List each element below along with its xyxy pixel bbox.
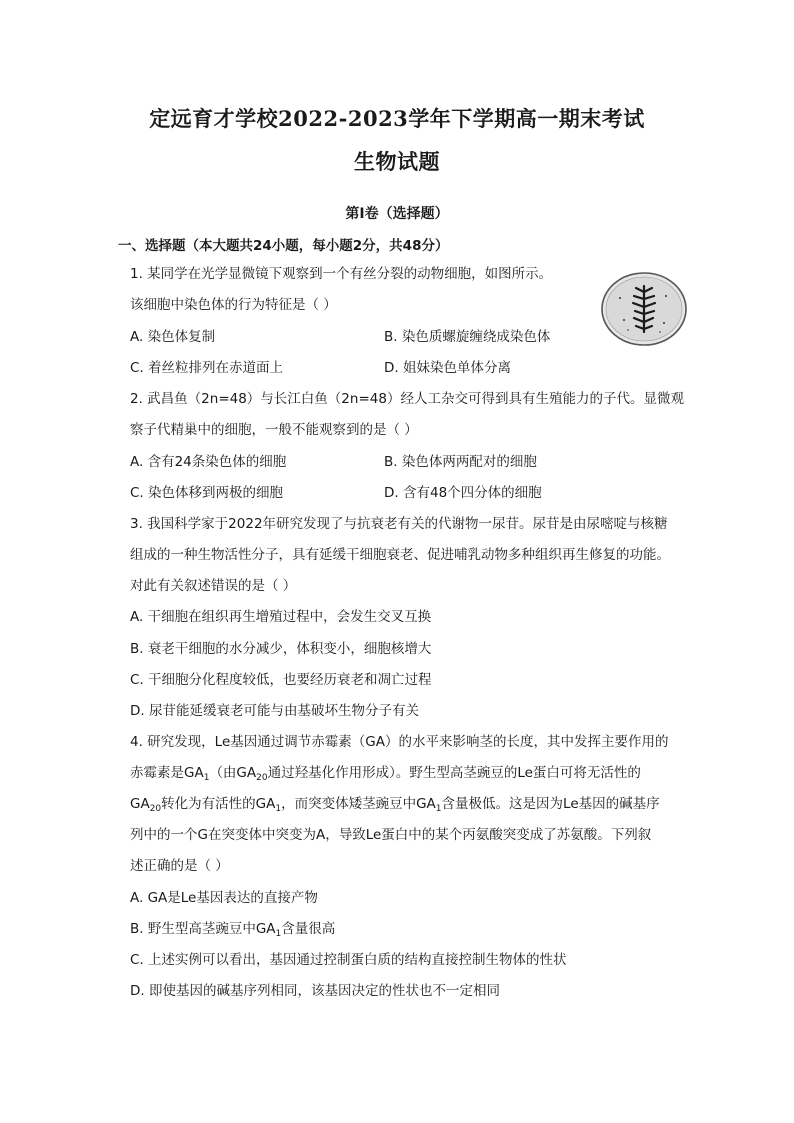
exam-subject: 生物试题 — [354, 149, 440, 174]
q4-stem-line2 — [130, 764, 641, 782]
q3-option-b: B. 衰老干细胞的水分减少，体积变小，细胞核增大 — [130, 641, 432, 657]
q4-line3-text-c: ，而突变体矮茎豌豆中GA — [281, 796, 436, 812]
q2-stem-line1: 2. 武昌鱼（2n=48）与长江白鱼（2n=48）经人工杂交可得到具有生殖能力的子代。显微观 — [130, 391, 684, 407]
q4-line3-text-b: 转化为有活性的GA — [161, 796, 276, 812]
q4-stem-line3 — [130, 795, 660, 813]
q1-stem-line2: 该细胞中染色体的行为特征是（ ） — [130, 297, 337, 313]
q4-line2-text-b: （由GA — [209, 765, 257, 781]
q4-line3-sub3: 1 — [435, 804, 442, 814]
q4-line2-sub2: 20 — [256, 773, 268, 783]
q2-option-b: B. 染色体两两配对的细胞 — [384, 454, 537, 470]
q4-line3-sub1: 20 — [149, 804, 162, 814]
q4-line2-sub1: 1 — [203, 773, 210, 783]
q3-option-a: A. 干细胞在组织再生增殖过程中，会发生交叉互换 — [130, 609, 432, 625]
q4-stem-line4: 列中的一个G在突变体中突变为A，导致Le蛋白中的某个丙氨酸突变成了苏氨酸。下列叙 — [130, 827, 652, 843]
q4-option-b — [130, 920, 335, 938]
q1-option-c: C. 着丝粒排列在赤道面上 — [130, 360, 284, 376]
part-one-heading: 一、选择题（本大题共24小题，每小题2分，共48分） — [118, 238, 449, 254]
q1-option-a: A. 染色体复制 — [130, 329, 216, 345]
q4-stem-line5: 述正确的是（ ） — [130, 858, 229, 874]
q4-line3-text-d: 含量极低。这是因为Le基因的碱基序 — [441, 796, 660, 812]
q1-stem-line1: 1. 某同学在光学显微镜下观察到一个有丝分裂的动物细胞，如图所示。 — [130, 266, 553, 282]
q4-option-b-text-b: 含量很高 — [281, 921, 336, 937]
q3-option-c: C. 干细胞分化程度较低，也要经历衰老和凋亡过程 — [130, 672, 432, 688]
q4-line3-sub2: 1 — [275, 804, 282, 814]
section-title: 第I卷（选择题） — [345, 206, 449, 222]
q3-stem-line1: 3. 我国科学家于2022年研究发现了与抗衰老有关的代谢物一尿苷。尿苷是由尿嘧啶与核糖 — [130, 516, 668, 532]
q4-stem-line1: 4. 研究发现，Le基因通过调节赤霉素（GA）的水平来影响茎的长度，其中发挥主要作用的 — [130, 734, 669, 750]
q4-line3-text-a: GA — [130, 796, 150, 812]
q1-option-b: B. 染色质螺旋缠绕成染色体 — [384, 329, 551, 345]
exam-title: 定远育才学校2022-2023学年下学期高一期末考试 — [149, 106, 645, 131]
mitosis-cell-figure — [598, 268, 690, 350]
q4-option-c: C. 上述实例可以看出，基因通过控制蛋白质的结构直接控制生物体的性状 — [130, 952, 567, 968]
q3-stem-line2: 组成的一种生物活性分子，具有延缓干细胞衰老、促进哺乳动物多种组织再生修复的功能。 — [130, 547, 670, 563]
q4-option-b-sub: 1 — [275, 929, 282, 939]
q4-line2-text-c: 通过羟基化作用形成）。野生型高茎豌豆的Le蛋白可将无活性的 — [267, 765, 641, 781]
q4-line2-text-a: 赤霉素是GA — [130, 765, 204, 781]
q2-option-d: D. 含有48个四分体的细胞 — [384, 485, 542, 501]
q3-stem-line3: 对此有关叙述错误的是（ ） — [130, 578, 297, 594]
q3-option-d: D. 尿苷能延缓衰老可能与由基破坏生物分子有关 — [130, 703, 419, 719]
q4-option-b-text-a: B. 野生型高茎豌豆中GA — [130, 921, 276, 937]
q1-option-d: D. 姐妹染色单体分离 — [384, 360, 511, 376]
q2-option-a: A. 含有24条染色体的细胞 — [130, 454, 287, 470]
q2-option-c: C. 染色体移到两极的细胞 — [130, 485, 284, 501]
q4-option-a: A. GA是Le基因表达的直接产物 — [130, 890, 318, 906]
q2-stem-line2: 察子代精巢中的细胞，一般不能观察到的是（ ） — [130, 422, 418, 438]
q4-option-d: D. 即使基因的碱基序列相同，该基因决定的性状也不一定相同 — [130, 983, 500, 999]
